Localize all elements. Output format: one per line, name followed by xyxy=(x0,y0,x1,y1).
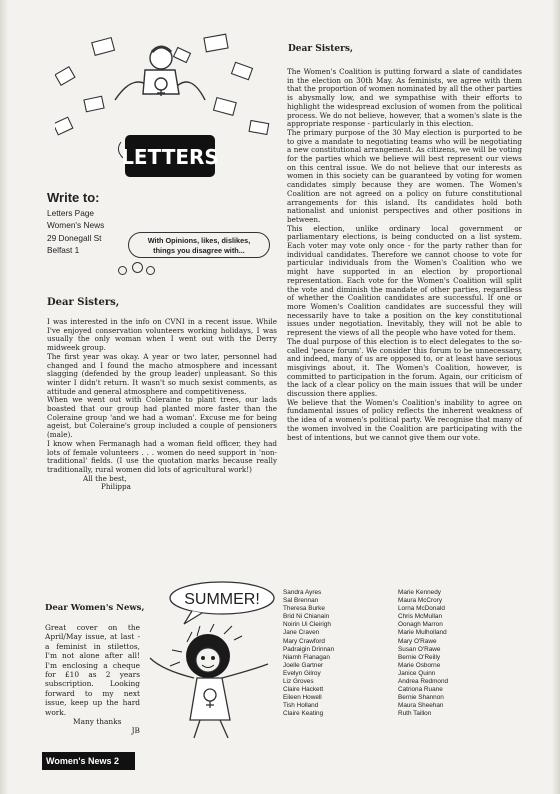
signatory: Evelyn Gilroy xyxy=(283,669,321,677)
signatory: Bernie O'Reilly xyxy=(398,653,441,661)
write-to-heading: Write to: xyxy=(47,190,100,205)
letter1-salutation: Dear Sisters, xyxy=(47,297,120,308)
signatory: Susan O'Rawe xyxy=(398,645,441,653)
signatory: Chris McMullan xyxy=(398,613,443,621)
signatory: Liz Groves xyxy=(283,678,314,686)
signatory: Eileen Howell xyxy=(283,694,322,702)
signatory: Bernie Shannon xyxy=(398,694,444,702)
address-line-3: 29 Donegall St xyxy=(47,232,102,243)
bubble-dot xyxy=(118,266,127,275)
signatory: Oonagh Marron xyxy=(398,621,443,629)
signatory: Ruth Taillon xyxy=(398,710,432,718)
address-line-4: Belfast 1 xyxy=(47,244,80,255)
letter3-paragraph: The primary purpose of the 30 May election is purported to be to give a mandate to negotiating teams who will be negotiating a new constitutional arrangement. As citizens, we will be voting for the parties which we believe will best represent our views on this central issue. We do not believe that our interests as women in this society can be guaranteed by voting for women candidates simply because they are women. The Women's Coalition are not agreed on a policy on future constitutional arrangements for this island. Its candidates hold both nationalist and unionist perspectives and other positions in between. xyxy=(287,127,522,224)
signatory: Tish Holland xyxy=(283,702,319,710)
letter1-paragraph: When we went out with Coleraine to plant trees, our lads boasted that our group had planted more faster than the Coleraine group 'and we had a woman'. Excuse me for being ageist, but Coleraine's group included a couple of pensioners (male). xyxy=(47,395,277,440)
signatory: Joelle Gartner xyxy=(283,661,324,669)
letter2-body xyxy=(45,623,140,736)
bubble-line-2: things you disagree with... xyxy=(153,245,245,255)
signatory: Sal Brennan xyxy=(283,597,319,605)
letter3-paragraph: The dual purpose of this election is to elect delegates to the so-called 'peace forum'. We consider this forum to be unnecessary, and indeed, many of us are opposed to, or at least have serious misgivings about, it. The Women's Coalition, however, is committed to participation in the forum. Again, our criticism of the lack of a clear policy on the main issues that will be under discussion there applies. xyxy=(287,336,522,399)
bubble-line-1: With Opinions, likes, dislikes, xyxy=(147,236,251,245)
summer-cartoon xyxy=(142,580,282,742)
letters-illustration xyxy=(55,30,275,190)
signatory: Mary O'Rawe xyxy=(398,637,437,645)
signatory: Maura McCrory xyxy=(398,597,443,605)
letter1-body xyxy=(47,318,277,492)
letter3-paragraph: The Women's Coalition is putting forward a slate of candidates in the election on 30th May. As feminists, we agree with them that the proportion of women nominated by all the other parties is abysmally low, and we sympathise with their efforts to highlight the widespread exclusion of women from the political process. We do not believe, however, that a women's slate is the appropriate response - particularly in this election. xyxy=(287,67,522,129)
letter1-paragraph: I know when Fermanagh had a woman field officer, they had lots of female volunteers . . . women do need support in 'non-traditional' fields. (I use the quotation marks because really traditionally, rural women did lots of agricultural work!) xyxy=(47,438,277,474)
signatory: Brid Ni Chianain xyxy=(283,613,330,621)
signatory: Maura Sheehan xyxy=(398,702,444,710)
speech-bubble xyxy=(128,232,270,258)
address-line-2: Women's News xyxy=(47,220,105,231)
letter2-signature: JB xyxy=(131,726,140,736)
summer-bubble-text: SUMMER! xyxy=(184,591,260,608)
signatory: Andrea Redmond xyxy=(398,678,449,686)
signatory: Marie Kennedy xyxy=(398,589,441,596)
page-footer xyxy=(42,752,135,770)
letter1-signature: Philippa xyxy=(101,482,131,492)
letter3-body xyxy=(287,68,522,442)
signatory: Marie Osborne xyxy=(398,661,441,669)
address-line-1: Letters Page xyxy=(47,208,95,218)
signatory: Sandra Ayres xyxy=(283,589,322,596)
letter3-paragraph: This election, unlike ordinary local government or parliamentary elections, is being conducted on a list system. Each voter may vote only once - for the party rather than for individual candidates. Therefore we cannot choose to vote for particular individuals from the Women's Coalition who we might have supported in an election by proportional representation. Each vote for the Women's Coalition will split the vote and diminish the mandate of other parties, regardless of whether the Coalition candidates are successful. If one or more Women's Coalition candidates are successful they will necessarily have to take a position on the key constitutional issues under negotiation. Inevitably, they will not be able to represent the views of all the people who have voted for them. xyxy=(287,223,522,338)
letter2-text: Great cover on the April/May issue, at last - a feminist in stilettos, I'm not alone after all! I'm enclosing a cheque for £10 as 2 years subscription. Looking forward to my next issue, keep up the hard work. xyxy=(45,623,140,717)
letter1-closing: All the best, xyxy=(83,473,127,483)
signatory: Theresa Burke xyxy=(283,605,325,613)
page-number: 2 xyxy=(114,756,120,766)
page-edge-left xyxy=(0,0,8,794)
letter2-salutation: Dear Women's News, xyxy=(45,603,145,613)
bubble-dot xyxy=(132,262,143,273)
signatory: Claire Hackett xyxy=(283,686,324,694)
signatory: Padraigin Drinnan xyxy=(283,645,335,653)
letters-cartoon xyxy=(55,30,275,190)
signatory: Jane Craven xyxy=(283,629,320,637)
page-edge-right xyxy=(552,0,560,794)
write-to-block xyxy=(47,190,104,256)
signatories-column-1 xyxy=(283,589,334,719)
letters-banner-text: LETTERS xyxy=(121,145,219,169)
letter3-salutation: Dear Sisters, xyxy=(288,44,354,54)
letter3-paragraph: We believe that the Women's Coalition's inability to agree on fundamental issues of policy reflects the inherent weakness of the idea of a women's political party. We recognise that many of the women involved in the Coalition are participating with the best of intentions, but we cannot give them our vote. xyxy=(287,397,522,442)
signatories-column-2 xyxy=(398,589,448,719)
signatory: Niamh Flanagan xyxy=(283,653,330,661)
signatory: Janice Quinn xyxy=(398,669,436,677)
letter1-paragraph: I was interested in the info on CVNI in a recent issue. While I've enjoyed conservation volunteers working holidays, I was usually the only woman when I went out with the Derry midweek group. xyxy=(47,317,277,353)
signatory: Marie Mulholland xyxy=(398,629,447,637)
signatory: Catriona Ruane xyxy=(398,686,443,694)
letter2-closing: Many thanks xyxy=(73,717,122,727)
bubble-dot xyxy=(146,266,155,275)
signatory: Claire Keating xyxy=(283,710,324,718)
signatory: Noirin Ui Cleirigh xyxy=(283,621,331,629)
signatory: Mary Crawford xyxy=(283,637,325,645)
letter1-paragraph: The first year was okay. A year or two later, personnel had changed and I found the macho atmosphere and incessant slagging (defended by the group leader) unpleasant. So this winter I didn't return. It wasn't so much sexist comments, as attitude and general atmosphere and competitiveness. xyxy=(47,351,277,396)
footer-label: Women's News xyxy=(46,756,112,766)
signatory: Lorna McDonald xyxy=(398,605,445,613)
